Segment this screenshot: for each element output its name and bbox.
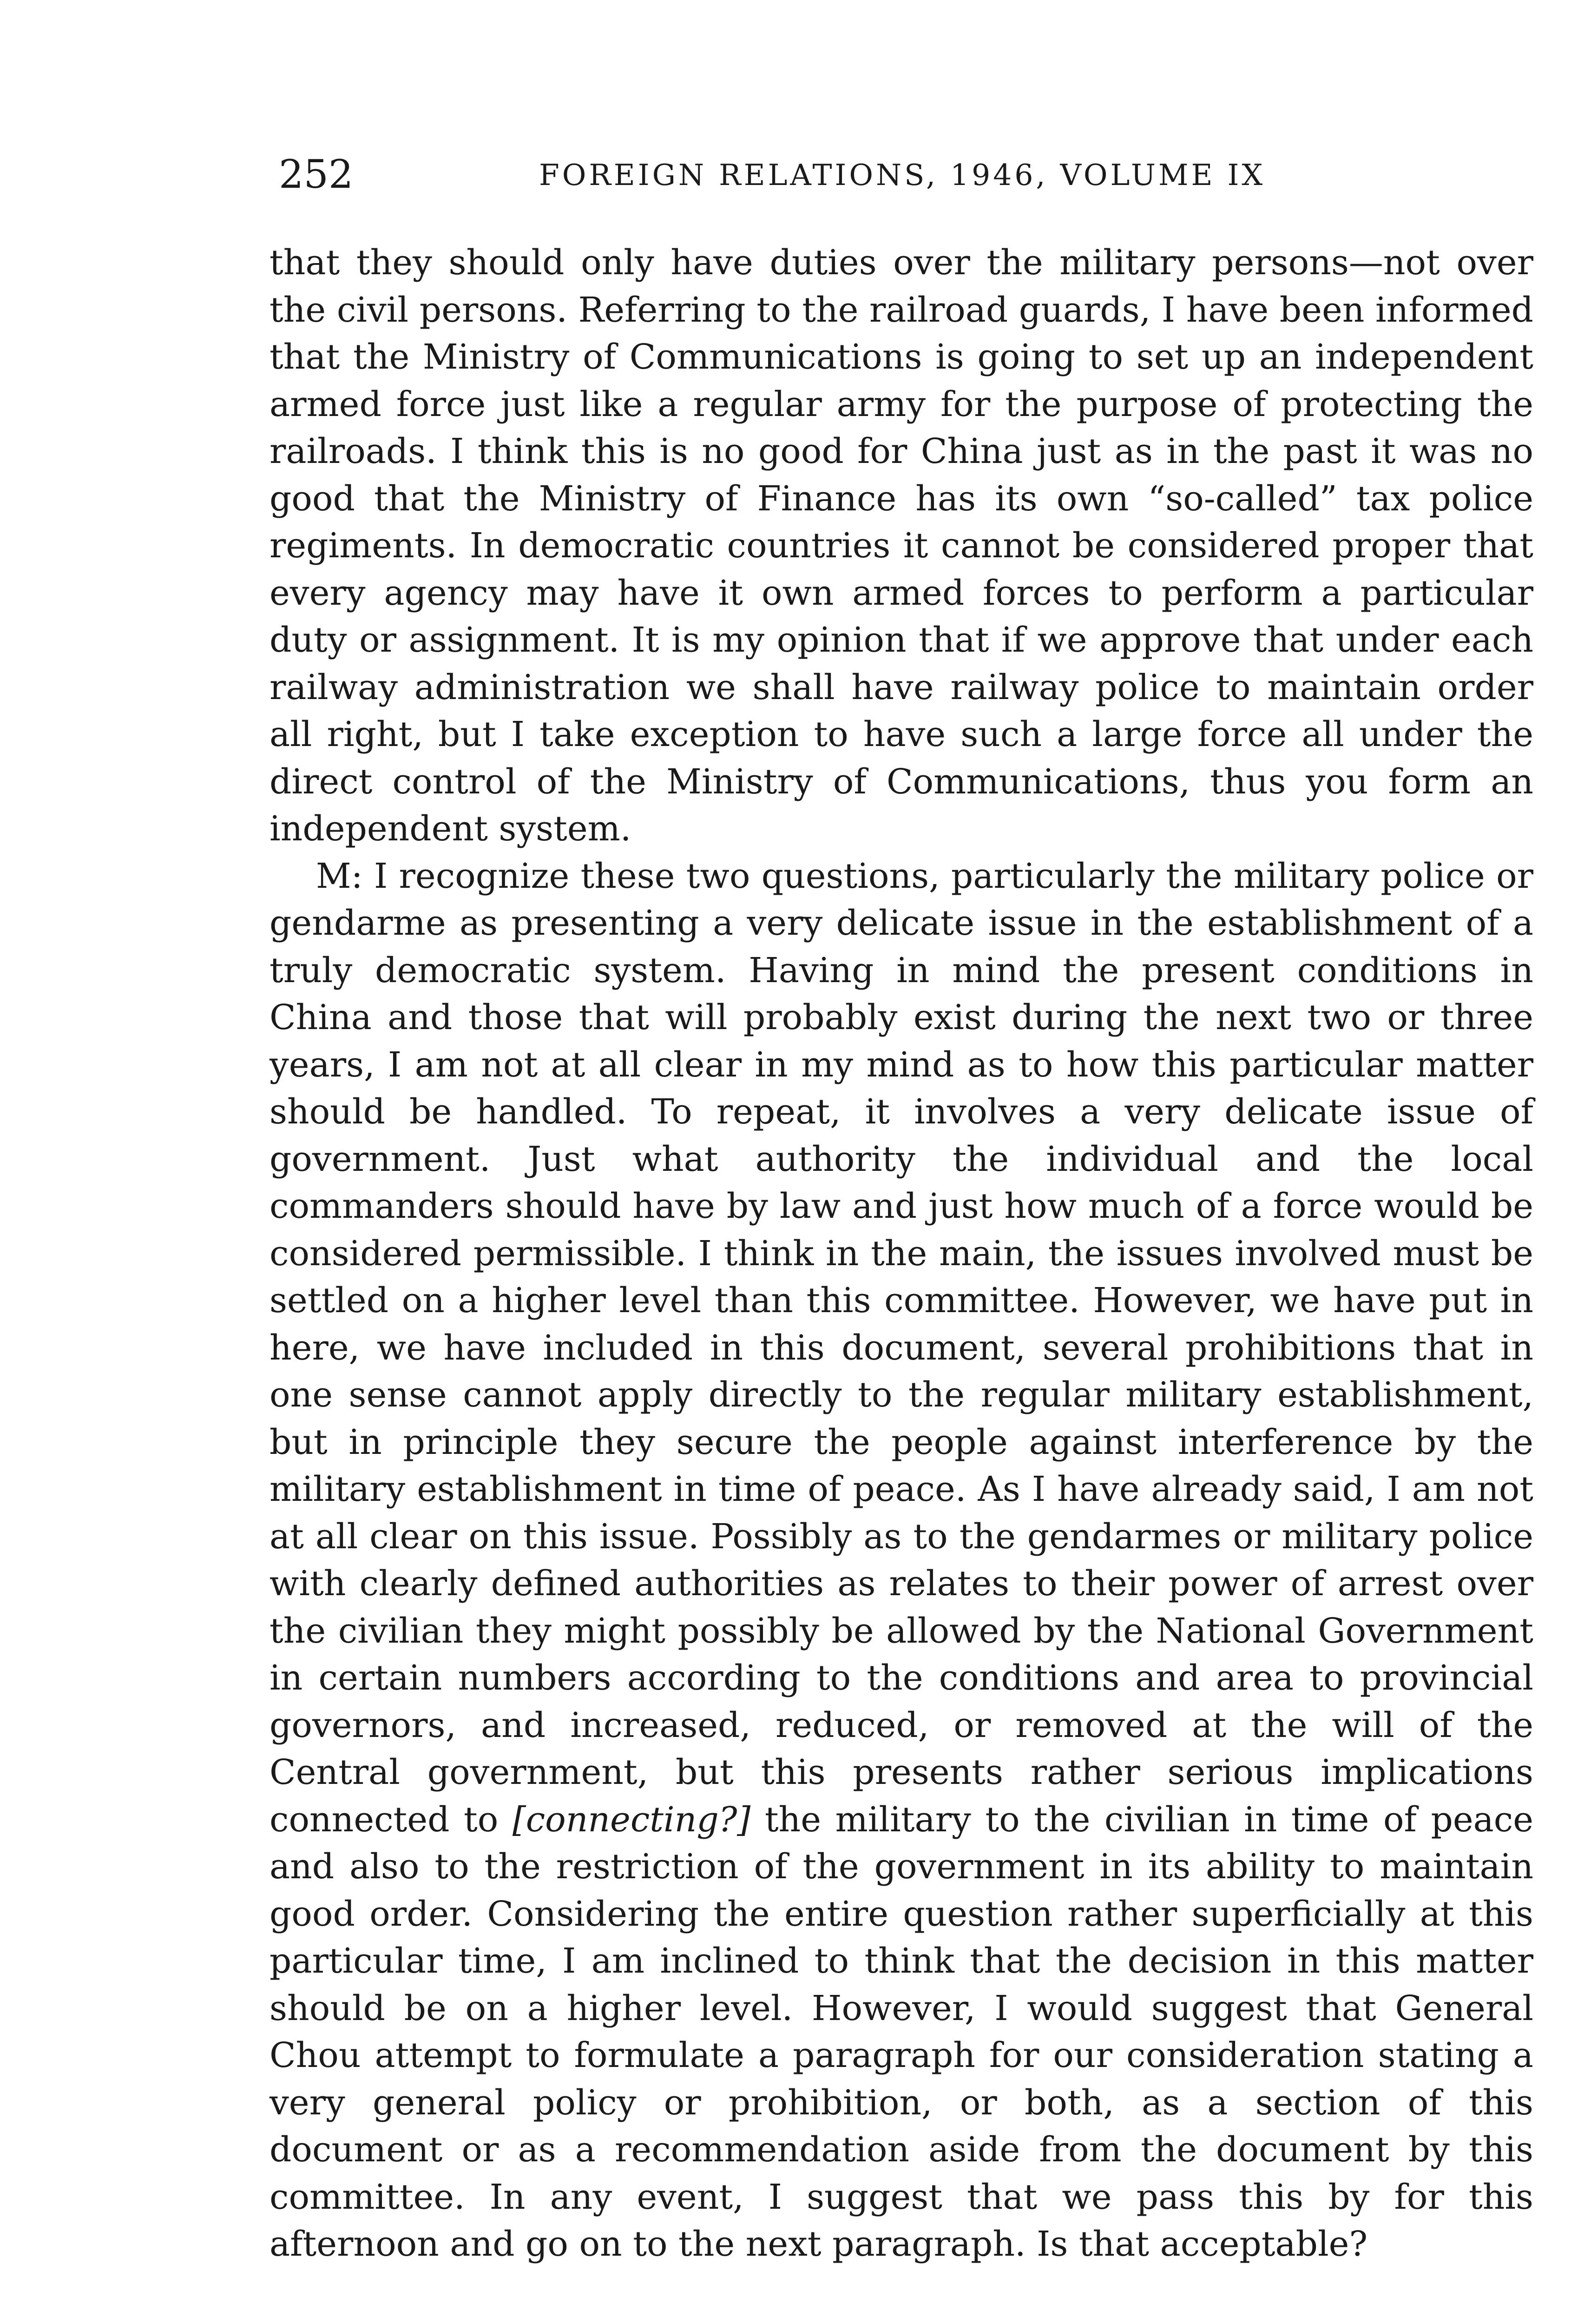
statement-text-part-2: the military to the civilian in time of peace and also to the restriction of the government in its ability to maintain good order. Considering the entire question rather superficially at this particular time, I am inclined to think that the decision in this matter should be on a higher level. However, I would suggest that General Chou attempt to formulate a paragraph for our consideration stating a very general policy or prohibition, or both, as a section of this document or as a recommendation aside from the document by this committee. In any event, I suggest that we pass this by for this afternoon and go on to the next paragraph. Is that acceptable? <box>270 1799 1533 2264</box>
speaker-label: M: <box>316 856 363 896</box>
body-text <box>270 239 1533 2268</box>
page-number: 252 <box>279 152 354 197</box>
running-header <box>279 151 1529 207</box>
paragraph-marshall-statement <box>270 853 1533 2268</box>
editorial-insertion: [connecting?] <box>512 1799 751 1840</box>
paragraph-continuation: that they should only have duties over the military persons—not over the civil persons. Referring to the railroad guards, I have been informed that the Ministry of Communications is going to set up an independent armed force just like a regular army for the purpose of protecting the railroads. I think this is no good for China just as in the past it was no good that the Ministry of Finance has its own “so-called” tax police regiments. In democratic countries it cannot be considered proper that every agency may have it own armed forces to perform a particular duty or assignment. It is my opinion that if we approve that under each railway administration we shall have railway police to maintain order all right, but I take exception to have such a large force all under the direct control of the Ministry of Communications, thus you form an independent system. <box>270 243 1533 849</box>
running-title: FOREIGN RELATIONS, 1946, VOLUME IX <box>539 158 1266 192</box>
statement-text-part-1: I recognize these two questions, particularly the military police or gendarme as presenting a very delicate issue in the establishment of a truly democratic system. Having in mind the present conditions in China and those that will probably exist during the next two or three years, I am not at all clear in my mind as to how this particular matter should be handled. To repeat, it involves a very delicate issue of government. Just what authority the individual and the local commanders should have by law and just how much of a force would be considered permissible. I think in the main, the issues involved must be settled on a higher level than this committee. However, we have put in here, we have included in this document, several prohibitions that in one sense cannot apply directly to the regular military establishment, but in principle they secure the people against interference by the military establishment in time of peace. As I have already said, I am not at all clear on this issue. Possibly as to the gendarmes or military police with clearly defined authorities as relates to their power of arrest over the civilian they might possibly be allowed by the National Government in certain numbers according to the conditions and area to provincial governors, and increased, reduced, or removed at the will of the Central government, but this presents rather serious implications connected to <box>270 856 1533 1840</box>
